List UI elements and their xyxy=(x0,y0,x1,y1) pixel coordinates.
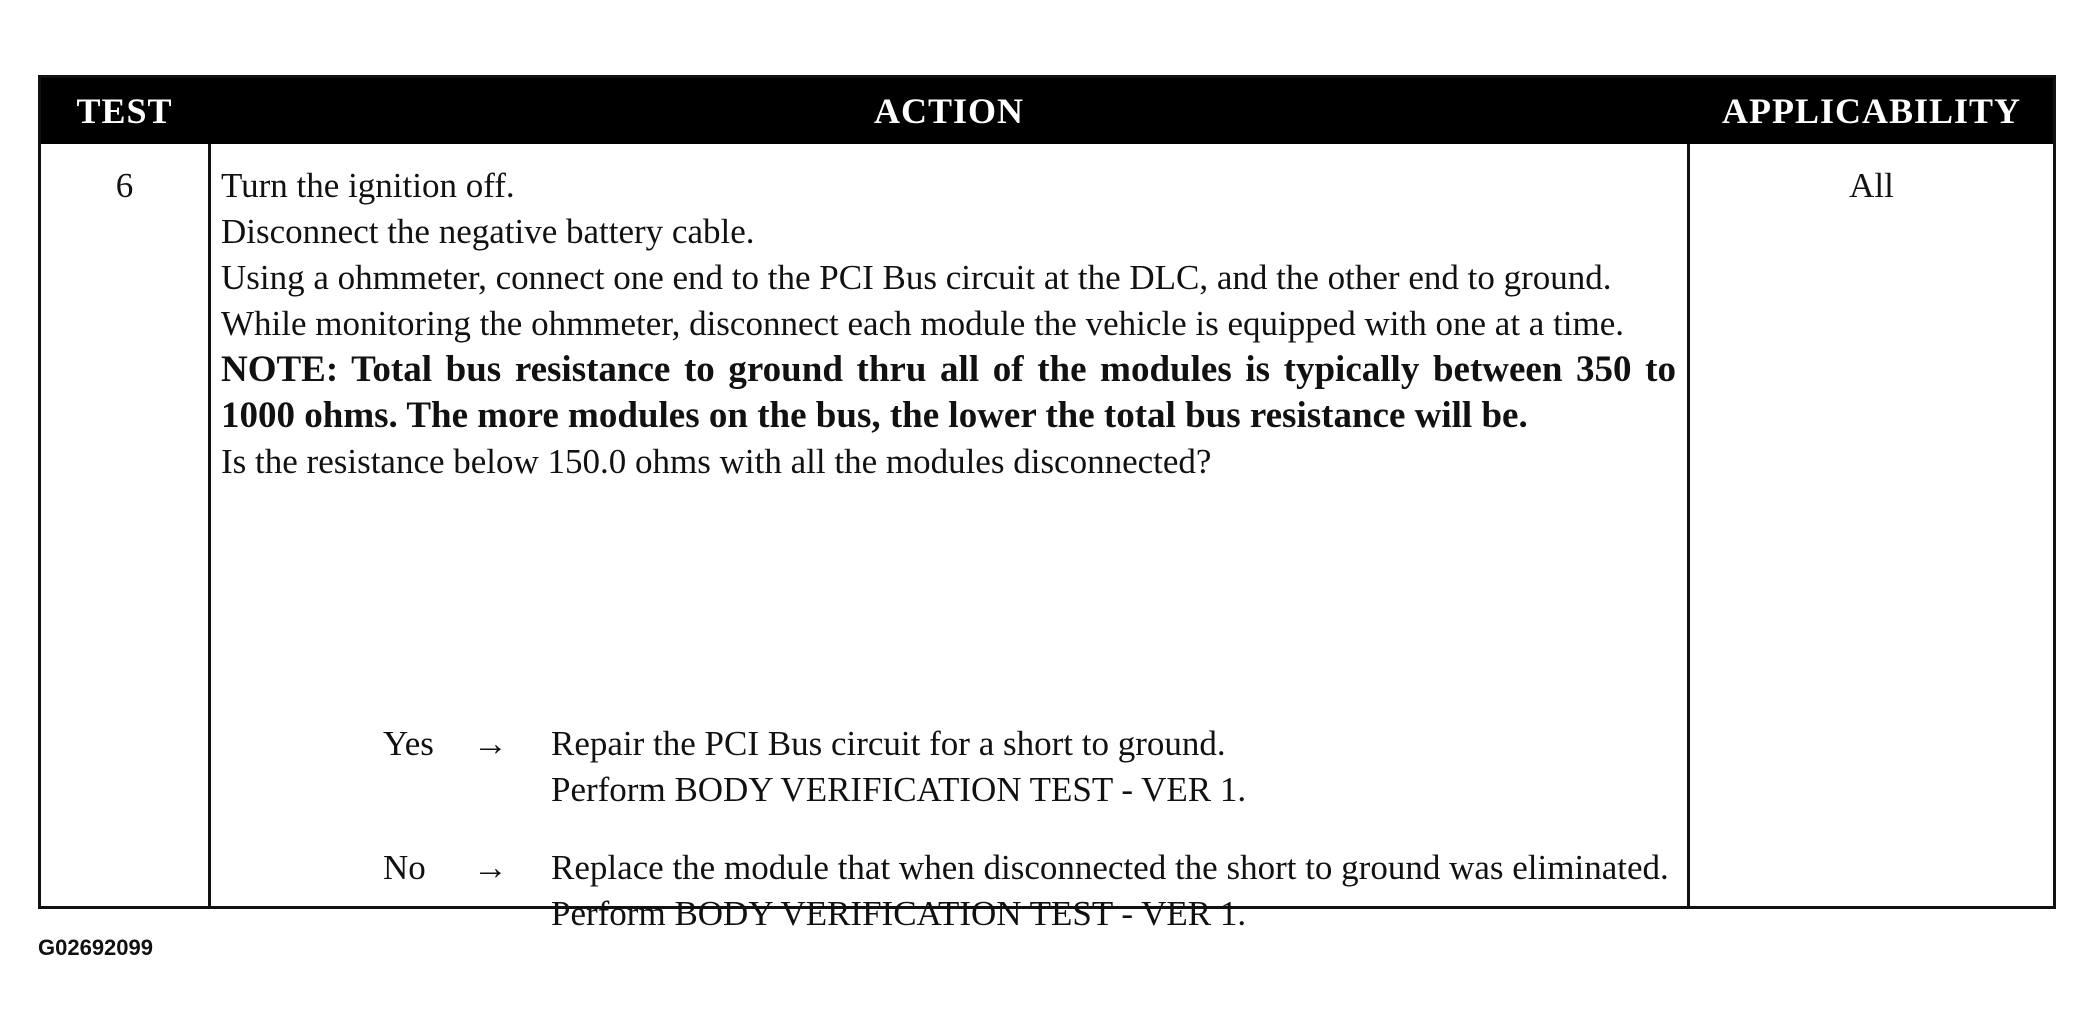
right-arrow-icon: → xyxy=(473,724,508,763)
outcome-no-label: No xyxy=(383,848,426,887)
outcome-yes-line: Repair the PCI Bus circuit for a short to ground. xyxy=(551,724,1226,763)
outcome-yes-label: Yes xyxy=(383,724,434,763)
action-step-disconnect-battery: Disconnect the negative battery cable. xyxy=(221,212,755,251)
action-step-ignition-off: Turn the ignition off. xyxy=(221,166,515,205)
right-arrow-icon: → xyxy=(473,848,508,887)
outcome-no-line: Replace the module that when disconnected the short to ground was eliminated. xyxy=(551,848,1669,887)
action-step-disconnect-modules: While monitoring the ohmmeter, disconnect each module the vehicle is equipped with one at a time. xyxy=(221,304,1625,343)
table-header-row xyxy=(41,78,2053,144)
applicability-value: All xyxy=(1849,166,1894,205)
header-applicability: APPLICABILITY xyxy=(1721,91,2022,131)
figure-id: G02692099 xyxy=(38,935,153,960)
header-action: ACTION xyxy=(873,91,1025,131)
test-table xyxy=(38,75,2056,933)
action-cell xyxy=(221,163,1676,933)
header-test: TEST xyxy=(76,91,173,131)
column-divider-test-action xyxy=(208,144,211,906)
action-step-connect-ohmmeter: Using a ohmmeter, connect one end to the PCI Bus circuit at the DLC, and the other end to ground. xyxy=(221,258,1612,297)
note-text: NOTE: Total bus resistance to ground thru all of the modules is typically between 350 to 1000 ohms. The more modules on the bus, the lower the total bus resistance will be. xyxy=(221,349,1676,436)
outcome-no-line: Perform BODY VERIFICATION TEST - VER 1. xyxy=(551,894,1247,933)
column-divider-action-applicability xyxy=(1687,144,1690,906)
outcome-yes-line: Perform BODY VERIFICATION TEST - VER 1. xyxy=(551,770,1247,809)
question-text: Is the resistance below 150.0 ohms with all the modules disconnected? xyxy=(221,442,1212,481)
test-number: 6 xyxy=(115,166,134,205)
outcome-no-text xyxy=(551,845,1676,937)
outcome-yes-text xyxy=(551,721,1676,813)
